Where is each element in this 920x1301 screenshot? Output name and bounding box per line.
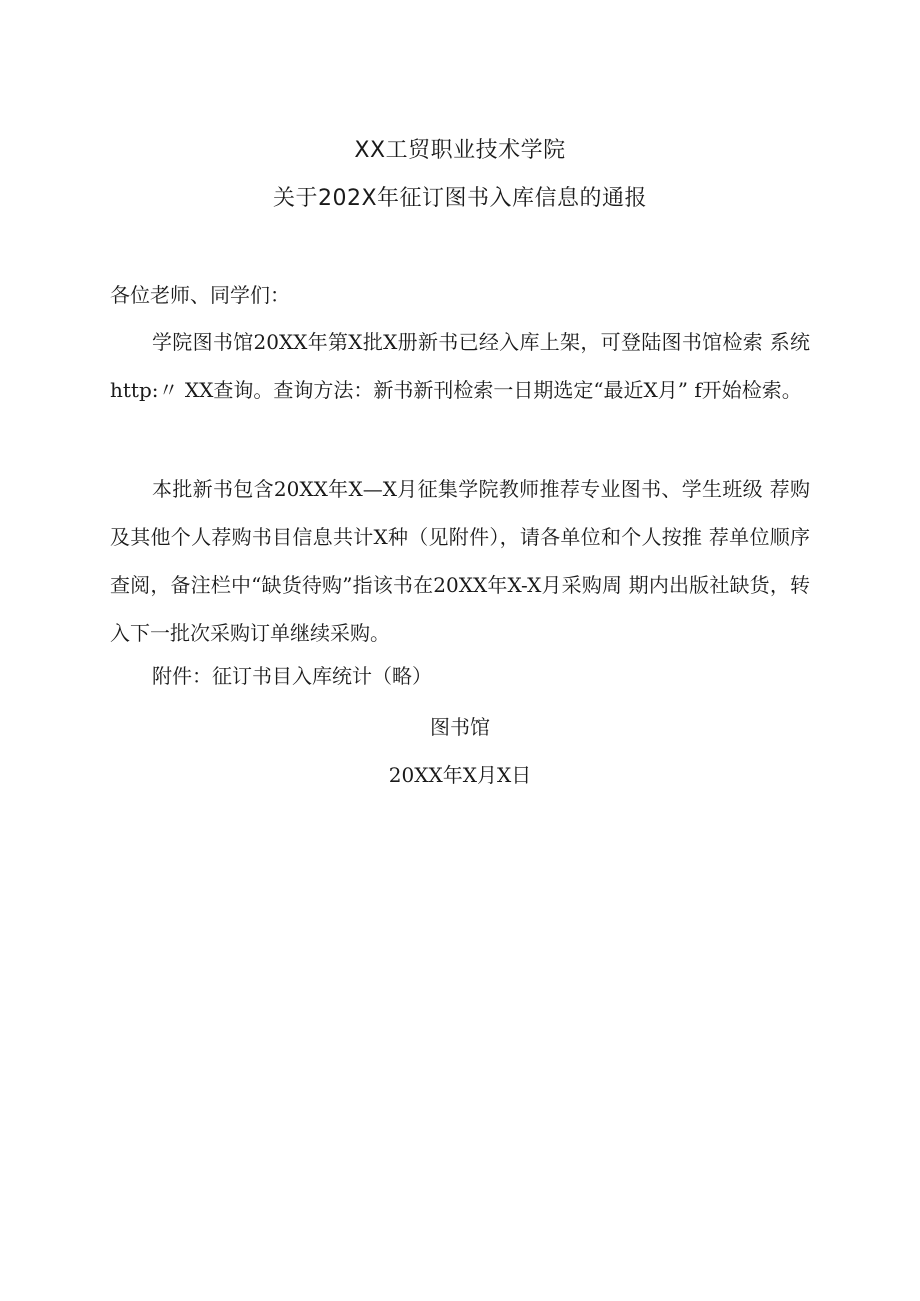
paragraph-details: 本批新书包含20XX年X—X月征集学院教师推荐专业图书、学生班级 荐购及其他个人荐购书目信息共计X种（见附件），请各单位和个人按推 荐单位顺序查阅，备注栏中“缺货待购”指该书在20XX年X-X月采购周 期内出版社缺货，转入下一批次采购订单继续采购。	[110, 477, 810, 645]
salutation: 各位老师、同学们：	[110, 283, 290, 307]
document-title-subject: 关于202X年征订图书入库信息的通报	[272, 186, 648, 211]
signature-date: 20XX年X月X日	[388, 763, 532, 787]
signature-organization: 图书馆	[430, 715, 490, 739]
document-title-institution: XX工贸职业技术学院	[354, 138, 566, 163]
attachment-note: 附件：征订书目入库统计（略）	[152, 664, 432, 688]
paragraph-announcement: 学院图书馆20XX年第X批X册新书已经入库上架，可登陆图书馆检索 系统http:〃 XX查询。查询方法：新书新刊检索一日期选定“最近X月” f开始检索。	[110, 330, 810, 402]
